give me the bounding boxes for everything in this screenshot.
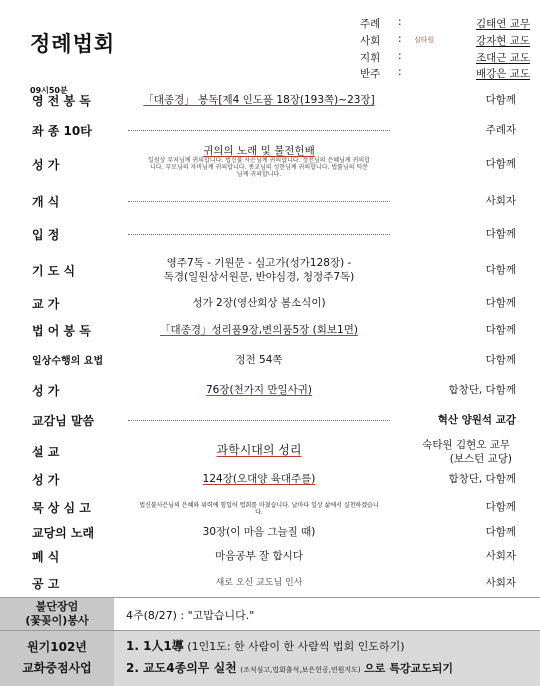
program-content: 법신불사은님의 은혜와 위력에 힘입어 법회를 마쳤습니다. 날마다 일상 삶에서 실천하겠습니다. <box>128 502 390 516</box>
program-performer: 다함께 <box>485 94 516 106</box>
program-content: 76장(천가지 만일사귀) <box>128 382 390 397</box>
program-label: 기 도 식 <box>32 264 76 278</box>
program-label: 묵 상 심 고 <box>32 501 91 515</box>
program-label: 입 정 <box>32 228 60 242</box>
program-label: 교 가 <box>32 297 60 311</box>
focus-projects-row <box>0 630 540 686</box>
program-label: 좌 종 10타 <box>32 124 92 138</box>
program-content-sub: 일원상 부처님께 귀의합니다. 법신불 사은님께 귀의합니다. 정전님의 은혜님께 귀의합니다. 부모님의 자비님께 귀의합니다. 종교님의 성현님께 귀의합니다. 법률님의 덕분님께 귀의합니다. <box>128 157 390 178</box>
role-label: 지휘 <box>360 52 381 64</box>
role-label: 주례 <box>360 18 381 30</box>
project-item-1: 1. 1人1導 (1인1도: 한 사람이 한 사람씩 법회 인도하기) <box>126 639 405 653</box>
altar-decoration-row <box>0 597 540 630</box>
program-label: 일상수행의 요법 <box>32 356 104 367</box>
program-content: 정전 54쪽 <box>128 352 390 367</box>
program-performer: 다함께 <box>485 324 516 336</box>
program-content: 성가 2장(영산회상 봄소식이) <box>128 295 390 310</box>
altar-decoration-label-2: (꽃꽂이)봉사 <box>25 614 89 627</box>
program-performer: 혁산 양원석 교감 <box>437 414 516 426</box>
program-content: 「대종경」 봉독[제4 인도품 18장(193쪽)~23장] <box>128 92 390 107</box>
program-label: 공 고 <box>32 577 60 591</box>
program-content: 124장(오대양 육대주를) <box>128 471 390 486</box>
role-presider: 주례 : 김태연 교무 <box>360 16 530 30</box>
role-name: 김태연 교무 <box>475 18 530 30</box>
program-content: 과학시대의 성리 <box>128 441 390 458</box>
program-content: 「대종경」성리품9장,변의품5장 (회보1면) <box>128 322 390 337</box>
program-content: 마음공부 잘 합시다 <box>128 548 390 563</box>
role-conductor: 지휘 : 조대근 교도 <box>360 50 530 64</box>
projects-title-label: 교화중점사업 <box>22 661 92 675</box>
role-accompanist: 반주 : 배강은 교도 <box>360 66 530 80</box>
program-content: 영주7독 - 기원문 - 심고가(성가128장) - <box>128 255 390 270</box>
project-item-2: 2. 교도4종의무 실천 (조석심고,법회출석,보은헌공,연원지도) 으로 특강교도되기 <box>126 661 453 675</box>
program-performer: 다함께 <box>485 228 516 240</box>
program-performer: 사회자 <box>485 577 516 589</box>
program-performer: 다함께 <box>485 264 516 276</box>
page-title: 정례법회 <box>30 32 116 56</box>
program-performer: 다함께 <box>485 501 516 513</box>
program-performer: 숙타원 김현오 교무 <box>422 439 510 451</box>
program-label: 성 가 <box>32 158 60 172</box>
program-performer: 다함께 <box>485 297 516 309</box>
program-label: 폐 식 <box>32 550 60 564</box>
program-label: 설 교 <box>32 445 60 459</box>
role-label: 사회 <box>360 35 381 47</box>
program-performer: 사회자 <box>485 195 516 207</box>
program-content: 새로 오신 교도님 인사 <box>128 575 390 588</box>
projects-year-label: 원기102년 <box>27 640 87 654</box>
program-label: 교당의 노래 <box>32 526 95 540</box>
role-name: 강자현 교도 <box>475 35 530 47</box>
program-performer: 다함께 <box>485 526 516 538</box>
program-content: 귀의의 노래 및 불전헌배 <box>128 143 390 158</box>
program-label: 개 식 <box>32 195 60 209</box>
program-label: 성 가 <box>32 473 60 487</box>
program-performer: 다함께 <box>485 354 516 366</box>
role-label: 반주 <box>360 68 381 80</box>
program-performer: 합창단, 다함께 <box>448 473 516 485</box>
role-dharma-title: 심타원 <box>414 36 435 44</box>
program-label: 교감님 말씀 <box>32 414 95 428</box>
altar-decoration-label: 불단장엄 <box>35 600 79 613</box>
role-host: 사회 : 심타원 강자현 교도 <box>360 33 530 47</box>
altar-decoration-text: 4주(8/27) : "고맙습니다." <box>126 609 255 622</box>
role-name: 조대근 교도 <box>475 52 530 64</box>
program-performer: 사회자 <box>485 550 516 562</box>
program-performer-line2: (보스턴 교당) <box>449 453 512 465</box>
program-label: 영 전 봉 독 <box>32 94 91 108</box>
program-performer: 주례자 <box>485 124 516 136</box>
program-content: 30장(이 마음 그늘질 때) <box>128 524 390 539</box>
bottom-info <box>0 597 540 686</box>
program-label: 법 어 봉 독 <box>32 324 91 338</box>
program-content-line2: 독경(일원상서원문, 반야심경, 청정주7독) <box>128 269 390 284</box>
start-time: 09시50분 <box>30 86 68 95</box>
role-name: 배강은 교도 <box>475 68 530 80</box>
program-label: 성 가 <box>32 384 60 398</box>
program-performer: 다함께 <box>485 158 516 170</box>
program-performer: 합창단, 다함께 <box>448 384 516 396</box>
